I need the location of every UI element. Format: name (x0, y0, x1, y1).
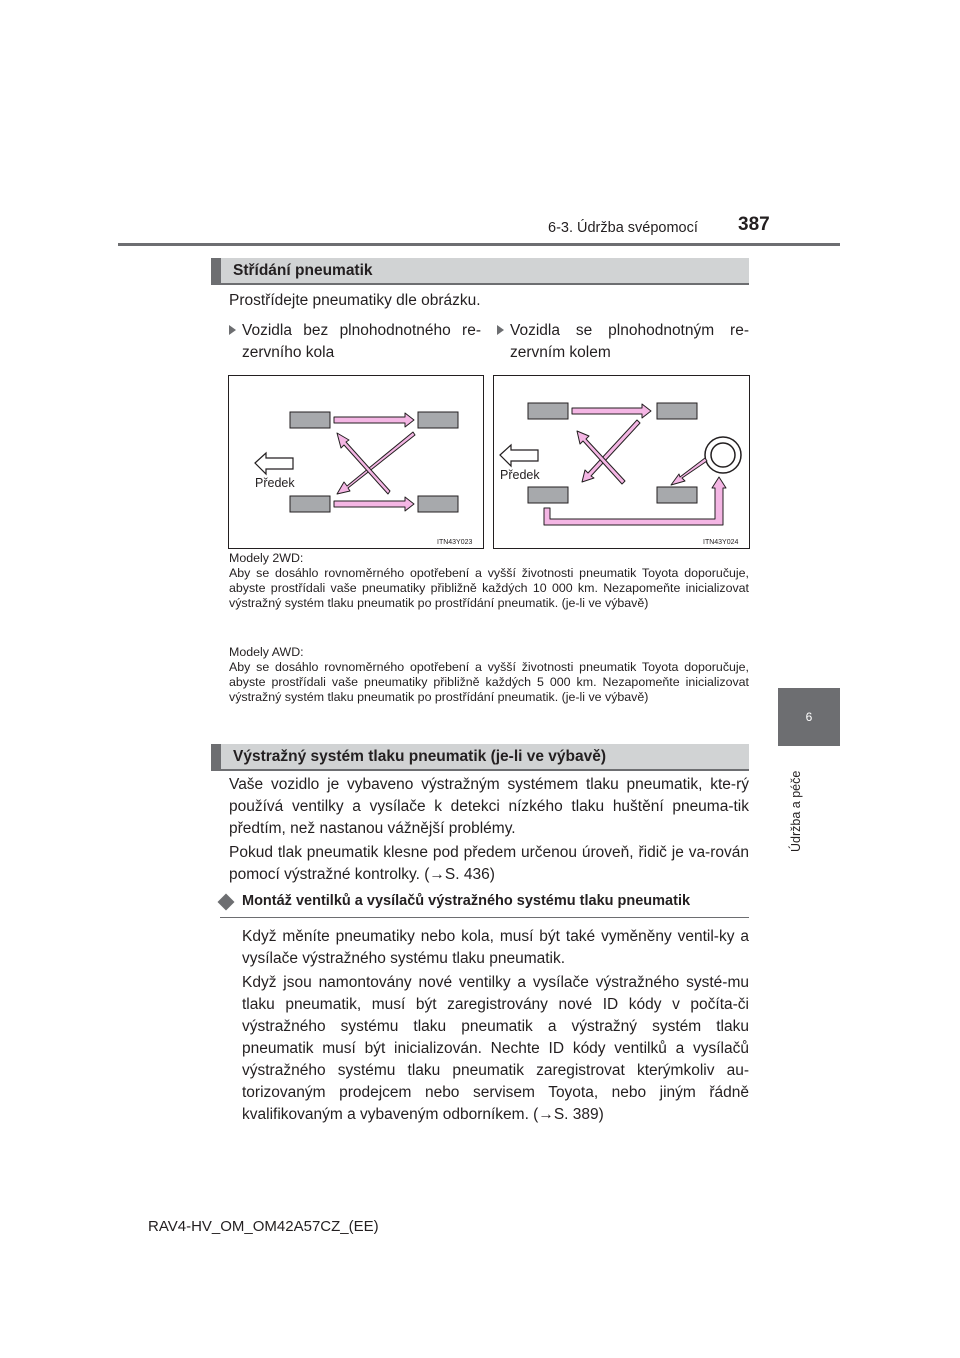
note-2wd-body: Aby se dosáhlo rovnoměrného opotřebení a vyšší životnosti pneumatik Toyota doporučuje, abyste prostřídali vaše pneumatiky přibližně každých 10 000 km. Nezapomeňte inicializovat výstražný systém tlaku pneumatik po prostřídání pneumatik. (je-li ve výbavě) (229, 566, 749, 610)
page-number: 387 (738, 214, 770, 235)
bullet-triangle-icon (229, 325, 236, 335)
subheading-valve-installation: Montáž ventilků a vysílačů výstražného systému tlaku pneumatik (220, 893, 749, 918)
tpms-paragraph-4: Když jsou namontovány nové ventilky a vysílače výstražného systé-mu tlaku pneumatik, musí být zaregistrovány nové ID kódy v počíta-či výstražného systému tlaku pneumatik a výstražný systém tlaku pneumatik musí být inicializován. Nechte ID kódy ventilků a vysílačů výstražného systému tlaku pneumatik zaregistrovat kterýmkoliv au-torizovaným prodejcem nebo servisem Toyota, nebo jiným řádně kvalifikovaným a vybaveným odborníkem. (→S. 389) (242, 974, 749, 1123)
figure-rotation-no-spare (228, 375, 484, 549)
tpms-paragraph-2: Pokud tlak pneumatik klesne pod předem určenou úroveň, řidič je va-rován pomocí výstražné kontrolky. (→S. 436) (229, 844, 749, 883)
note-awd-heading: Modely AWD: (229, 645, 304, 659)
chapter-title: 6-3. Údržba svépomocí (548, 220, 698, 236)
front-label: Předek (255, 476, 295, 490)
section-heading-tire-rotation: Střídání pneumatik (211, 258, 749, 285)
bullet-triangle-icon (497, 325, 504, 335)
tpms-paragraph-3: Když měníte pneumatiky nebo kola, musí být také vyměněny ventil-ky a vysílače výstražného systému tlaku pneumatik. (242, 928, 749, 967)
diamond-bullet-icon (218, 894, 235, 911)
front-label: Předek (500, 468, 540, 482)
figure-code: ITN43Y023 (437, 539, 473, 546)
figure-rotation-with-spare (493, 375, 750, 549)
note-2wd-heading: Modely 2WD: (229, 551, 304, 565)
section-heading-tpms: Výstražný systém tlaku pneumatik (je-li ve výbavě) (211, 744, 749, 771)
tpms-paragraph-1: Vaše vozidlo je vybaveno výstražným systémem tlaku pneumatik, kte-rý používá ventilky a vysílače k detekci nízkého tlaku huštění pneuma-tik předtím, než nastanou vážnější problémy. (229, 776, 749, 837)
chapter-side-label: Údržba a péče (789, 770, 803, 852)
figure-code: ITN43Y024 (703, 539, 739, 546)
intro-text: Prostřídejte pneumatiky dle obrázku. (229, 292, 481, 309)
header-rule (118, 243, 840, 246)
bullet-with-spare: Vozidla se plnohodnotným re-zervním kolem (497, 320, 749, 366)
note-awd-body: Aby se dosáhlo rovnoměrného opotřebení a vyšší životnosti pneumatik Toyota doporučuje, abyste prostřídali vaše pneumatiky přibližně každých 5 000 km. Nezapomeňte inicializovat výstražný systém tlaku pneumatik po prostřídání pneumatik. (je-li ve výbavě) (229, 660, 749, 704)
manual-code: RAV4-HV_OM_OM42A57CZ_(EE) (148, 1218, 379, 1235)
bullet-without-spare: Vozidla bez plnohodnotného re-zervního kola (229, 320, 481, 366)
chapter-tab: 6 (778, 688, 840, 746)
